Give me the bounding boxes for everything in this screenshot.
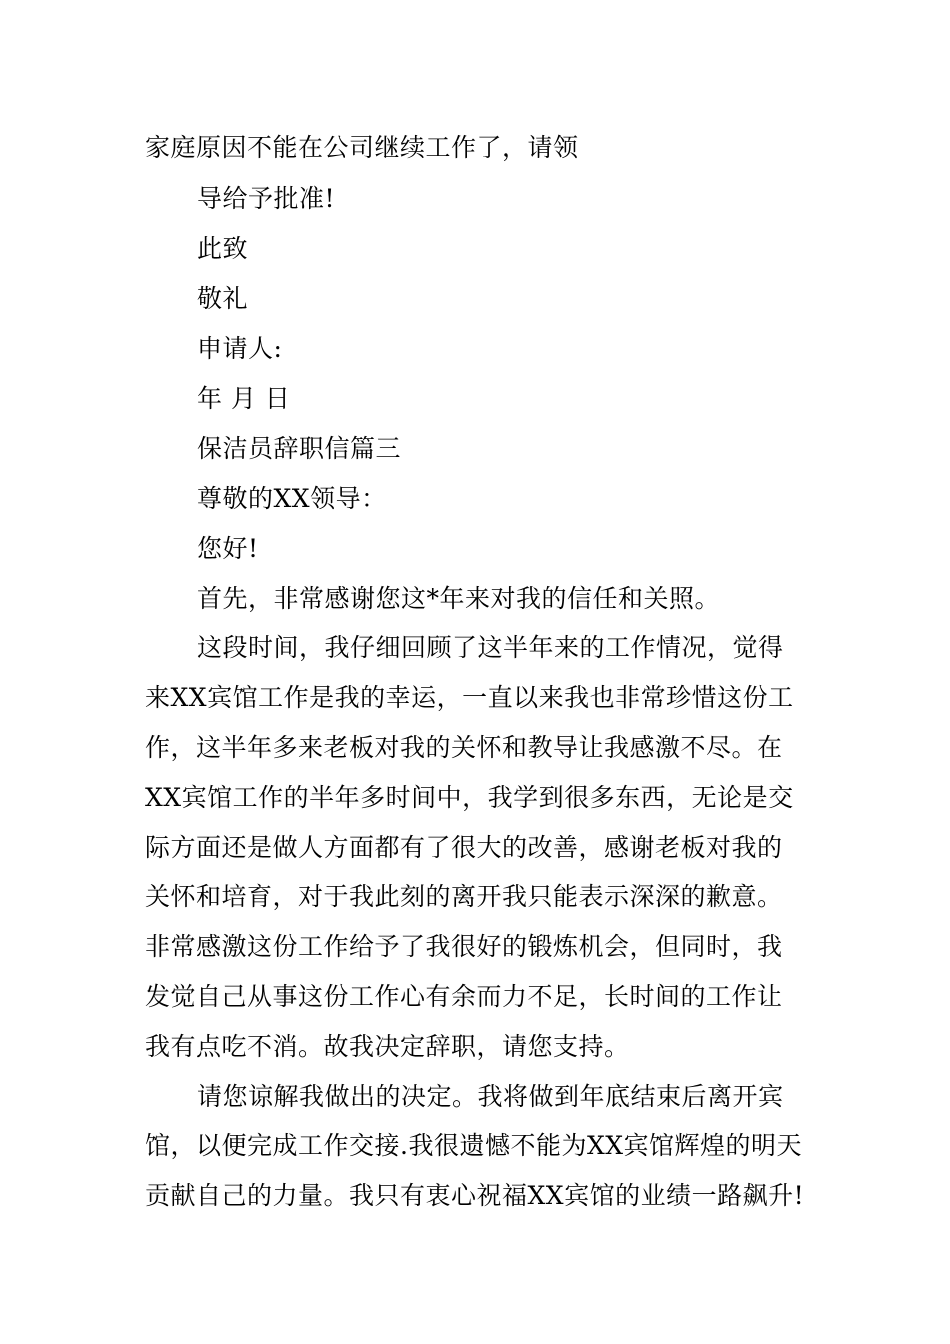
greeting-addressee: 尊敬的XX领导： [197, 484, 387, 513]
paragraph-line: 这段时间，我仔细回顾了这半年来的工作情况，觉得 [197, 633, 784, 662]
section-title: 保洁员辞职信篇三 [197, 434, 402, 463]
paragraph-line: 关怀和培育，对于我此刻的离开我只能表示深深的歉意。 [145, 882, 783, 911]
paragraph-line: 我有点吃不消。故我决定辞职，请您支持。 [145, 1032, 630, 1061]
text-line: 导给予批准! [197, 184, 336, 213]
date-line: 年 月 日 [197, 384, 291, 413]
paragraph-line: 请您谅解我做出的决定。我将做到年底结束后离开宾 [197, 1082, 784, 1111]
paragraph-line: 发觉自己从事这份工作心有余而力不足，长时间的工作让 [145, 982, 783, 1011]
paragraph-line: 贡献自己的力量。我只有衷心祝福XX宾馆的业绩一路飙升! [145, 1181, 805, 1210]
paragraph-line: 非常感激这份工作给予了我很好的锻炼机会，但同时，我 [145, 932, 783, 961]
paragraph-line: XX宾馆工作的半年多时间中，我学到很多东西，无论是交 [145, 783, 794, 812]
salutation-regards: 敬礼 [197, 284, 249, 313]
paragraph-line: 首先，非常感谢您这*年来对我的信任和关照。 [197, 584, 721, 613]
paragraph-line: 来XX宾馆工作是我的幸运，一直以来我也非常珍惜这份工 [145, 683, 794, 712]
paragraph-line: 馆，以便完成工作交接.我很遗憾不能为XX宾馆辉煌的明天 [145, 1131, 803, 1160]
salutation-closing: 此致 [197, 234, 249, 263]
paragraph-line: 际方面还是做人方面都有了很大的改善，感谢老板对我的 [145, 833, 783, 862]
greeting: 您好! [197, 534, 259, 563]
paragraph-line: 作，这半年多来老板对我的关怀和教导让我感激不尽。在 [145, 733, 783, 762]
applicant-label: 申请人: [197, 334, 283, 363]
text-line: 家庭原因不能在公司继续工作了，请领 [145, 133, 579, 162]
